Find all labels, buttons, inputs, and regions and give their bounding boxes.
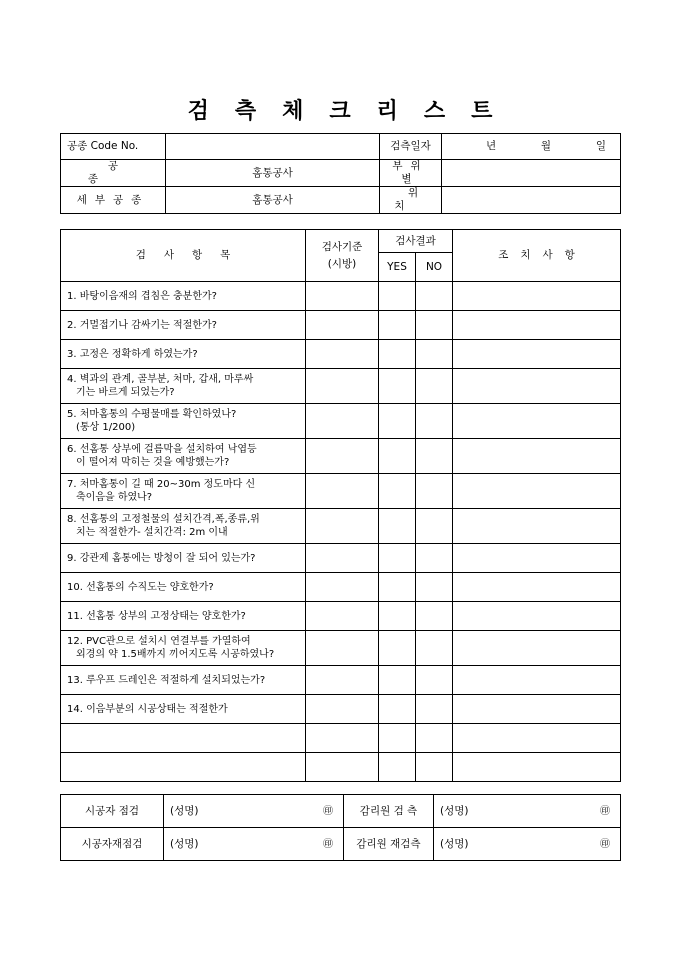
standard-cell[interactable] bbox=[306, 474, 379, 509]
supervisor-recheck-signature[interactable] bbox=[434, 828, 621, 861]
header-no: NO bbox=[416, 253, 453, 282]
checklist-item-line1: 8. 선홈통의 고정철물의 설치간격,폭,종류,위 bbox=[67, 514, 260, 525]
checklist-item-line1: 13. 루우프 드레인은 적절하게 설치되었는가? bbox=[67, 674, 266, 686]
inspection-date-label: 검측일자 bbox=[380, 134, 442, 160]
supervisor-check-label: 감리원 검 측 bbox=[344, 795, 434, 828]
header-result: 검사결과 bbox=[379, 230, 453, 253]
checklist-item-line1: 1. 바탕이음재의 겹침은 충분한가? bbox=[67, 290, 217, 302]
subtrade-value: 홈통공사 bbox=[166, 187, 380, 214]
contractor-recheck-signature[interactable] bbox=[164, 828, 344, 861]
checklist-row bbox=[61, 474, 621, 509]
action-cell[interactable] bbox=[453, 474, 621, 509]
standard-cell[interactable] bbox=[306, 631, 379, 666]
info-table bbox=[60, 133, 621, 214]
action-cell[interactable] bbox=[453, 404, 621, 439]
header-yes: YES bbox=[379, 253, 416, 282]
yes-cell[interactable] bbox=[379, 340, 416, 369]
action-cell[interactable] bbox=[453, 602, 621, 631]
trade-label: 공종 bbox=[61, 160, 166, 187]
standard-cell[interactable] bbox=[306, 724, 379, 753]
checklist-row bbox=[61, 369, 621, 404]
no-cell[interactable] bbox=[416, 724, 453, 753]
page-title: 검측체크리스트 bbox=[187, 98, 519, 124]
no-cell[interactable] bbox=[416, 474, 453, 509]
standard-cell[interactable] bbox=[306, 311, 379, 340]
checklist-item bbox=[61, 724, 306, 753]
checklist-row bbox=[61, 573, 621, 602]
checklist-item-line1: 6. 선홈통 상부에 걸름막을 설치하여 낙엽등 bbox=[67, 444, 257, 455]
date-month: 월 bbox=[540, 140, 552, 152]
checklist-items bbox=[61, 282, 621, 782]
contractor-check-label: 시공자 점검 bbox=[61, 795, 164, 828]
checklist-item bbox=[61, 474, 306, 509]
action-cell[interactable] bbox=[453, 340, 621, 369]
checklist-item-line1: 5. 처마홈통의 수평물매를 확인하였나? bbox=[67, 409, 237, 420]
checklist-item bbox=[61, 404, 306, 439]
seal-icon: ㊞ bbox=[323, 838, 333, 850]
info-row-subtrade bbox=[61, 187, 621, 214]
checklist-item bbox=[61, 666, 306, 695]
checklist-item-line1: 12. PVC관으로 설치시 연결부를 가열하여 bbox=[67, 636, 251, 647]
checklist-row bbox=[61, 404, 621, 439]
yes-cell[interactable] bbox=[379, 474, 416, 509]
contractor-recheck-label: 시공자재점검 bbox=[61, 828, 164, 861]
no-cell[interactable] bbox=[416, 753, 453, 782]
supervisor-recheck-name-label: (성명) bbox=[440, 837, 469, 850]
trade-value: 홈통공사 bbox=[166, 160, 380, 187]
action-cell[interactable] bbox=[453, 369, 621, 404]
checklist-item bbox=[61, 509, 306, 544]
checklist-row bbox=[61, 724, 621, 753]
action-cell[interactable] bbox=[453, 311, 621, 340]
checklist-row bbox=[61, 695, 621, 724]
checklist-row bbox=[61, 282, 621, 311]
seal-icon: ㊞ bbox=[600, 838, 610, 850]
checklist-item-line2: 치는 적절한가- 설치간격: 2m 이내 bbox=[76, 527, 228, 538]
action-cell[interactable] bbox=[453, 544, 621, 573]
header-standard-line1: 검사기준 bbox=[321, 240, 363, 253]
checklist-item bbox=[61, 340, 306, 369]
contractor-name-label: (성명) bbox=[170, 804, 199, 817]
code-label: 공종 Code No. bbox=[61, 134, 166, 160]
signature-row-2 bbox=[61, 828, 621, 861]
checklist-row bbox=[61, 544, 621, 573]
checklist-item-line1: 11. 선홈통 상부의 고정상태는 양호한가? bbox=[67, 610, 246, 622]
no-cell[interactable] bbox=[416, 369, 453, 404]
standard-cell[interactable] bbox=[306, 369, 379, 404]
checklist-row bbox=[61, 631, 621, 666]
standard-cell[interactable] bbox=[306, 404, 379, 439]
no-cell[interactable] bbox=[416, 404, 453, 439]
location-value[interactable] bbox=[442, 187, 621, 214]
no-cell[interactable] bbox=[416, 509, 453, 544]
header-standard bbox=[306, 230, 379, 282]
no-cell[interactable] bbox=[416, 282, 453, 311]
checklist-item bbox=[61, 695, 306, 724]
standard-cell[interactable] bbox=[306, 544, 379, 573]
standard-cell[interactable] bbox=[306, 602, 379, 631]
checklist-row bbox=[61, 340, 621, 369]
date-year: 년 bbox=[486, 140, 497, 152]
no-cell[interactable] bbox=[416, 340, 453, 369]
yes-cell[interactable] bbox=[379, 544, 416, 573]
checklist-row bbox=[61, 753, 621, 782]
checklist-item-line2: (통상 1/200) bbox=[76, 422, 136, 433]
checklist-item-line1: 7. 처마홈통이 길 때 20~30m 정도마다 신 bbox=[67, 479, 256, 490]
checklist-item-line2: 이 떨어져 막히는 것을 예방했는가? bbox=[76, 457, 230, 468]
standard-cell[interactable] bbox=[306, 573, 379, 602]
no-cell[interactable] bbox=[416, 544, 453, 573]
checklist-item bbox=[61, 602, 306, 631]
checklist-item-line2: 기는 바르게 되었는가? bbox=[76, 387, 175, 398]
standard-cell[interactable] bbox=[306, 282, 379, 311]
no-cell[interactable] bbox=[416, 573, 453, 602]
action-cell[interactable] bbox=[453, 753, 621, 782]
action-cell[interactable] bbox=[453, 695, 621, 724]
header-item: 검사항목 bbox=[61, 230, 306, 282]
yes-cell[interactable] bbox=[379, 404, 416, 439]
inspection-date-value[interactable] bbox=[442, 134, 621, 160]
part-value[interactable] bbox=[442, 160, 621, 187]
action-cell[interactable] bbox=[453, 282, 621, 311]
no-cell[interactable] bbox=[416, 695, 453, 724]
yes-cell[interactable] bbox=[379, 631, 416, 666]
action-cell[interactable] bbox=[453, 724, 621, 753]
yes-cell[interactable] bbox=[379, 509, 416, 544]
checklist-item bbox=[61, 282, 306, 311]
supervisor-signature[interactable] bbox=[434, 795, 621, 828]
part-label: 부위별 bbox=[380, 160, 442, 187]
yes-cell[interactable] bbox=[379, 573, 416, 602]
checklist-table bbox=[60, 229, 621, 782]
subtrade-label: 세부공종 bbox=[61, 187, 166, 214]
location-label: 위치 bbox=[380, 187, 442, 214]
standard-cell[interactable] bbox=[306, 753, 379, 782]
checklist-item-line1: 3. 고정은 정확하게 하였는가? bbox=[67, 348, 198, 360]
yes-cell[interactable] bbox=[379, 695, 416, 724]
standard-cell[interactable] bbox=[306, 509, 379, 544]
supervisor-recheck-label: 감리원 재검측 bbox=[344, 828, 434, 861]
signature-row-1 bbox=[61, 795, 621, 828]
no-cell[interactable] bbox=[416, 439, 453, 474]
action-cell[interactable] bbox=[453, 666, 621, 695]
seal-icon: ㊞ bbox=[323, 805, 333, 817]
supervisor-name-label: (성명) bbox=[440, 804, 469, 817]
checklist-item-line2: 외경의 약 1.5배까지 끼어지도록 시공하였나? bbox=[76, 649, 275, 660]
contractor-recheck-name-label: (성명) bbox=[170, 837, 199, 850]
checklist-item bbox=[61, 439, 306, 474]
yes-cell[interactable] bbox=[379, 282, 416, 311]
no-cell[interactable] bbox=[416, 631, 453, 666]
yes-cell[interactable] bbox=[379, 439, 416, 474]
action-cell[interactable] bbox=[453, 631, 621, 666]
action-cell[interactable] bbox=[453, 509, 621, 544]
info-row-trade bbox=[61, 160, 621, 187]
checklist-item-line1: 14. 이음부분의 시공상태는 적절한가 bbox=[67, 703, 228, 715]
checklist-item-line1: 4. 벽과의 관계, 골부분, 처마, 갑새, 마루싸 bbox=[67, 374, 254, 385]
yes-cell[interactable] bbox=[379, 311, 416, 340]
checklist-item bbox=[61, 544, 306, 573]
checklist-item bbox=[61, 631, 306, 666]
yes-cell[interactable] bbox=[379, 724, 416, 753]
checklist-item bbox=[61, 311, 306, 340]
checklist-row bbox=[61, 602, 621, 631]
code-value[interactable] bbox=[166, 134, 380, 160]
checklist-row bbox=[61, 311, 621, 340]
checklist-header-row bbox=[61, 230, 621, 253]
yes-cell[interactable] bbox=[379, 666, 416, 695]
contractor-signature[interactable] bbox=[164, 795, 344, 828]
checklist-row bbox=[61, 666, 621, 695]
checklist-item bbox=[61, 753, 306, 782]
checklist-item bbox=[61, 369, 306, 404]
no-cell[interactable] bbox=[416, 311, 453, 340]
action-cell[interactable] bbox=[453, 439, 621, 474]
header-action: 조치사항 bbox=[453, 230, 621, 282]
checklist-item bbox=[61, 573, 306, 602]
no-cell[interactable] bbox=[416, 602, 453, 631]
seal-icon: ㊞ bbox=[600, 805, 610, 817]
standard-cell[interactable] bbox=[306, 439, 379, 474]
info-row-code bbox=[61, 134, 621, 160]
yes-cell[interactable] bbox=[379, 369, 416, 404]
checklist-row bbox=[61, 439, 621, 474]
checklist-item-line1: 2. 거멀접기나 감싸기는 적절한가? bbox=[67, 319, 217, 331]
standard-cell[interactable] bbox=[306, 340, 379, 369]
no-cell[interactable] bbox=[416, 666, 453, 695]
signature-table bbox=[60, 794, 621, 861]
yes-cell[interactable] bbox=[379, 602, 416, 631]
checklist-item-line1: 10. 선홈통의 수직도는 양호한가? bbox=[67, 581, 214, 593]
standard-cell[interactable] bbox=[306, 666, 379, 695]
yes-cell[interactable] bbox=[379, 753, 416, 782]
action-cell[interactable] bbox=[453, 573, 621, 602]
standard-cell[interactable] bbox=[306, 695, 379, 724]
date-day: 일 bbox=[595, 140, 606, 152]
checklist-item-line1: 9. 강관제 홈통에는 방청이 잘 되어 있는가? bbox=[67, 552, 256, 564]
checklist-row bbox=[61, 509, 621, 544]
header-standard-line2: (시방) bbox=[327, 257, 357, 270]
checklist-item-line2: 축이음을 하였나? bbox=[76, 492, 153, 503]
